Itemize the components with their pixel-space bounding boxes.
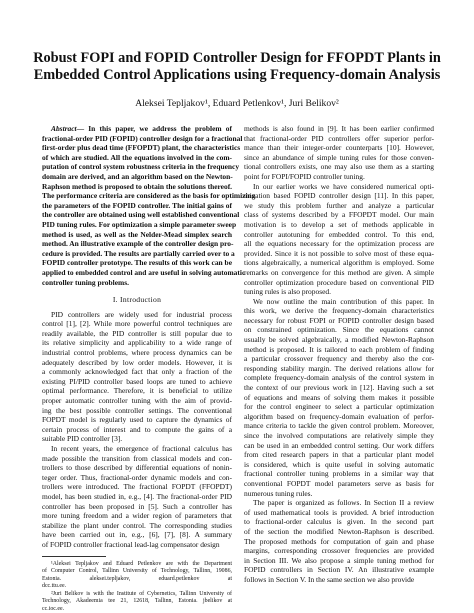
paragraph-line: trollers were introduced. The fractional FOPDT (FFOPDT) <box>42 482 232 492</box>
paragraph-line: model, has been studied in, e.g., [4]. The fractional-order PID <box>42 491 232 501</box>
abstract-line: controller tuning problems. <box>42 277 129 287</box>
paragraph-line: complete frequency-domain analysis of the control system in <box>244 373 434 383</box>
paragraph-line: method is proposed. It is tailored to each problem of finding <box>244 344 434 354</box>
paragraph-line: for the control engineer to select a particular optimization <box>244 402 434 412</box>
paragraph-line: certain process of interest and to compute the gains of a <box>42 424 232 434</box>
footnote-line: Estonia. aleksei.tepljakov, eduard.petlenkov at <box>42 575 232 582</box>
paragraph-line: We now outline the main contribution of this paper. In <box>253 296 434 306</box>
footnote-line: ²Juri Belikov is with the Institute of Cybernetics, Tallinn University of <box>51 590 232 597</box>
paragraph-line: adequately described by low order models. However, it is <box>42 357 232 367</box>
right-column <box>244 124 434 585</box>
paragraph-line: of FOPID controller fractional lead-lag compensator design <box>42 539 220 549</box>
paragraph-line: follows in Section V. In the same section we also provide <box>244 574 415 584</box>
paragraph <box>244 124 434 182</box>
paragraph-line: suitable PID controller [3]. <box>42 434 123 444</box>
abstract-line: The performance criteria are considered as the basis for optimizing <box>42 191 256 201</box>
paragraph <box>42 310 232 444</box>
abstract-text: — In this paper, we address the problem of <box>76 124 232 133</box>
paragraph-line: mance than their integer-order counterparts [10]. However, <box>244 143 434 153</box>
left-column <box>42 124 256 613</box>
paragraph-line: stabilize the plant under control. The corresponding studies <box>42 520 232 530</box>
paragraph-line: a particular crossover frequency and thereby also the cor- <box>244 354 434 364</box>
paragraph-line: tions algebraically, a numerical algorithm is employed. Some <box>244 258 434 268</box>
paragraph-line: In recent years, the emergence of fractional calculus has <box>51 444 232 453</box>
introduction-body <box>42 310 232 550</box>
paragraph-line: to fractional-order calculus is given. In the second part <box>244 517 434 527</box>
abstract-line: FOPID controller prototype. The results of this work can be <box>42 258 232 268</box>
paragraph-line: teger order. Thus, fractional-order dynamic models and con- <box>42 472 232 482</box>
paragraph-line: the context of our previous work in [12]. Having such a set <box>244 383 434 393</box>
paragraph-line: trollers to those described by differential equations of nonin- <box>42 463 232 473</box>
paragraph-line: usually be solved algebraically, a modified Newton-Raphson <box>244 335 434 345</box>
paragraph-line: of equations and means of solving them makes it possible <box>244 392 434 402</box>
paragraph <box>42 444 232 550</box>
paragraph-line: mance criteria to tackle the given control problem. Moreover, <box>244 421 434 431</box>
abstract-line: of which are studied. All the equations involved in the com- <box>42 152 232 162</box>
footnote <box>42 561 232 591</box>
paragraph-line: we study this problem further and analyze a particular <box>244 200 434 210</box>
abstract-line: Raphson method is proposed to obtain the solutions thereof. <box>42 181 233 191</box>
footnote-line: of Computer Control, Tallinn University of Technology, Tallinn, 19086, <box>42 568 232 575</box>
paragraph-line: remarks on convergence for this method are given. A simple <box>244 267 434 277</box>
abstract-line: domain are derived, and an algorithm based on the Newton- <box>42 171 233 181</box>
paragraph-line: algorithm based on frequency-domain evaluation of perfor- <box>244 411 434 421</box>
paragraph-line: tional controllers exists, one may also use them as a starting <box>244 162 434 172</box>
footnote-line: cc.ioc.ee. <box>42 605 65 612</box>
paragraph-line: control [1], [2]. While more powerful control techniques are <box>42 319 232 329</box>
paragraph-line: in Section III. We also propose a simple tuning method for <box>244 555 434 565</box>
paragraph-line: industrial control problems, where process dynamics can be <box>42 348 232 358</box>
paragraph-line: margins, corresponding crossover frequencies are provided <box>244 546 434 556</box>
abstract-label: Abstract <box>51 124 77 133</box>
paragraph-line: necessary for robust FOPI or FOPID controller design based <box>244 315 434 325</box>
paragraph-line: all the equations necessary for the optimization process are <box>244 239 434 249</box>
paragraph <box>244 498 434 584</box>
paragraph <box>244 297 434 498</box>
paragraph-line: PID controllers are widely used for industrial process <box>51 309 232 319</box>
paragraph-line: of the section the modified Newton-Raphson is described. <box>244 526 434 536</box>
paragraph-line: fractional controller tuning problems in a similar way that <box>244 469 434 479</box>
paragraph-line: more tuning freedom and a wider region of parameters that <box>42 511 232 521</box>
paragraph-line: its relative simplicity and applicability to a wide range of <box>42 338 232 348</box>
paragraph-line: controller optimization procedure based on conventional PID <box>244 277 434 287</box>
title-line: Embedded Control Applications using Frequency-domain Analysis <box>33 67 441 83</box>
title-line: Robust FOPI and FOPID Controller Design for FFOPDT Plants in <box>33 50 441 66</box>
paragraph-line: since an abundance of simple tuning rules for those conven- <box>244 152 434 162</box>
paragraph-line: a commonly acknowledged fact that only a fraction of the <box>42 367 232 377</box>
paragraph-line: motivation is to develop a set of methods applicable in <box>244 219 434 229</box>
section-heading-introduction: I. Introduction <box>112 295 162 305</box>
paragraph-line: is considered, which is quite useful in solving automatic <box>244 459 434 469</box>
abstract-line: fractional-order PID (FOPID) controller design for a fractional <box>42 133 243 143</box>
paragraph-line: provided. Since it is not possible to solve most of these equa- <box>244 248 434 258</box>
paper-title <box>24 50 450 84</box>
paragraph-line: numerous tuning rules. <box>244 488 313 498</box>
paragraph-line: The paper is organized as follows. In Section II a review <box>253 498 434 508</box>
paragraph-line: this work, we derive the frequency-domain characteristics <box>244 306 434 316</box>
paragraph-line: made possible the transition from classical models and con- <box>42 453 232 463</box>
abstract-line: the controller are obtained using well established conventional <box>42 210 240 220</box>
paragraph-line: methods is also found in [9]. It has been earlier confirmed <box>244 124 434 133</box>
paragraph <box>244 182 434 297</box>
paragraph-line: conventional FOPDT model parameters serve as basis for <box>244 478 434 488</box>
author-list: Aleksei Tepljakov¹, Eduard Petlenkov¹, Juri Belikov² <box>135 98 339 109</box>
paragraph-line: FOPDT model is regularly used to capture the dynamics of <box>42 415 232 425</box>
paragraph-line: since the involved computations are relatively simple they <box>244 431 434 440</box>
paragraph-line: ing the best possible controller settings. The conventional <box>42 405 232 415</box>
footnotes <box>42 561 232 613</box>
paragraph-line: controller autotuning for embedded control. To this end, <box>244 229 434 239</box>
footnote-line: dcc.ttu.ee. <box>42 583 67 590</box>
paragraph-line: optimal performance. Therefore, it is beneficial to utilize <box>42 386 232 396</box>
footnote-line: Technology, Akadeemia tee 21, 12618, Tallinn, Estonia. jbelikov at <box>42 598 232 605</box>
footnote-rule <box>42 556 106 557</box>
paragraph-line: of used mathematical tools is provided. A brief introduction <box>244 507 434 517</box>
paragraph-line: proper automatic controller tuning with the aim of provid- <box>42 396 232 406</box>
abstract-line: putation of control system robustness criteria in the frequency <box>42 162 240 172</box>
abstract-line: method is used, as well as the Nelder-Mead simplex search <box>42 229 232 239</box>
paragraph-line: have been carried out in, e.g., [6], [7], [8]. A summary <box>42 530 232 540</box>
abstract-line: applied to embedded control and are useful in solving automatic <box>42 267 246 277</box>
paragraph-line: FOPID controllers in Section IV. An illustrative example <box>244 565 434 575</box>
footnote-line: ¹Aleksei Tepljakov and Eduard Petlenkov are with the Department <box>51 560 232 567</box>
paragraph-line: can be used in an embedded control setting. Our work differs <box>244 440 434 450</box>
abstract-line: first-order plus dead time (FFOPDT) plant, the characteristics <box>42 143 241 153</box>
paragraph-line: controller has been proposed in [5]. Such a controller has <box>42 501 232 511</box>
footnote <box>42 591 232 613</box>
paragraph-line: mization based FOPID controller design [11]. In this paper, <box>244 191 434 201</box>
paragraph-line: In our earlier works we have considered numerical opti- <box>253 181 434 191</box>
paragraph-line: The proposed methods for computation of gain and phase <box>244 536 434 546</box>
paragraph-line: point for FOPI/FOPID controller tuning. <box>244 171 365 181</box>
paragraph-line: tuning rules is also proposed. <box>244 287 331 297</box>
paragraph-line: that fractional-order PID controllers offer superior perfor- <box>244 133 434 143</box>
abstract <box>42 124 256 287</box>
paragraph-line: class of systems described by a FFOPDT model. Our main <box>244 210 434 220</box>
paragraph-line: existing PI/PID controller based loops are tuned to achieve <box>42 376 232 386</box>
abstract-line: method. An illustrative example of the controller design pro- <box>42 239 234 249</box>
paragraph-line: from cited research papers in that a particular plant model <box>244 450 434 460</box>
abstract-line: PID tuning rules. For optimization a simple parameter sweep <box>42 219 237 229</box>
abstract-line: cedure is provided. The results are partially carried over to a <box>42 248 235 258</box>
abstract-first-line <box>42 124 232 134</box>
paragraph-line: on constrained optimization. Since the equations cannot <box>244 325 434 335</box>
paragraph-line: readily available, the PID controller is still popular due to <box>42 328 232 338</box>
abstract-line: the parameters of the FOPID controller. The initial gains of <box>42 200 232 210</box>
paragraph-line: responding stability margin. The derived relations allow for <box>244 363 434 373</box>
